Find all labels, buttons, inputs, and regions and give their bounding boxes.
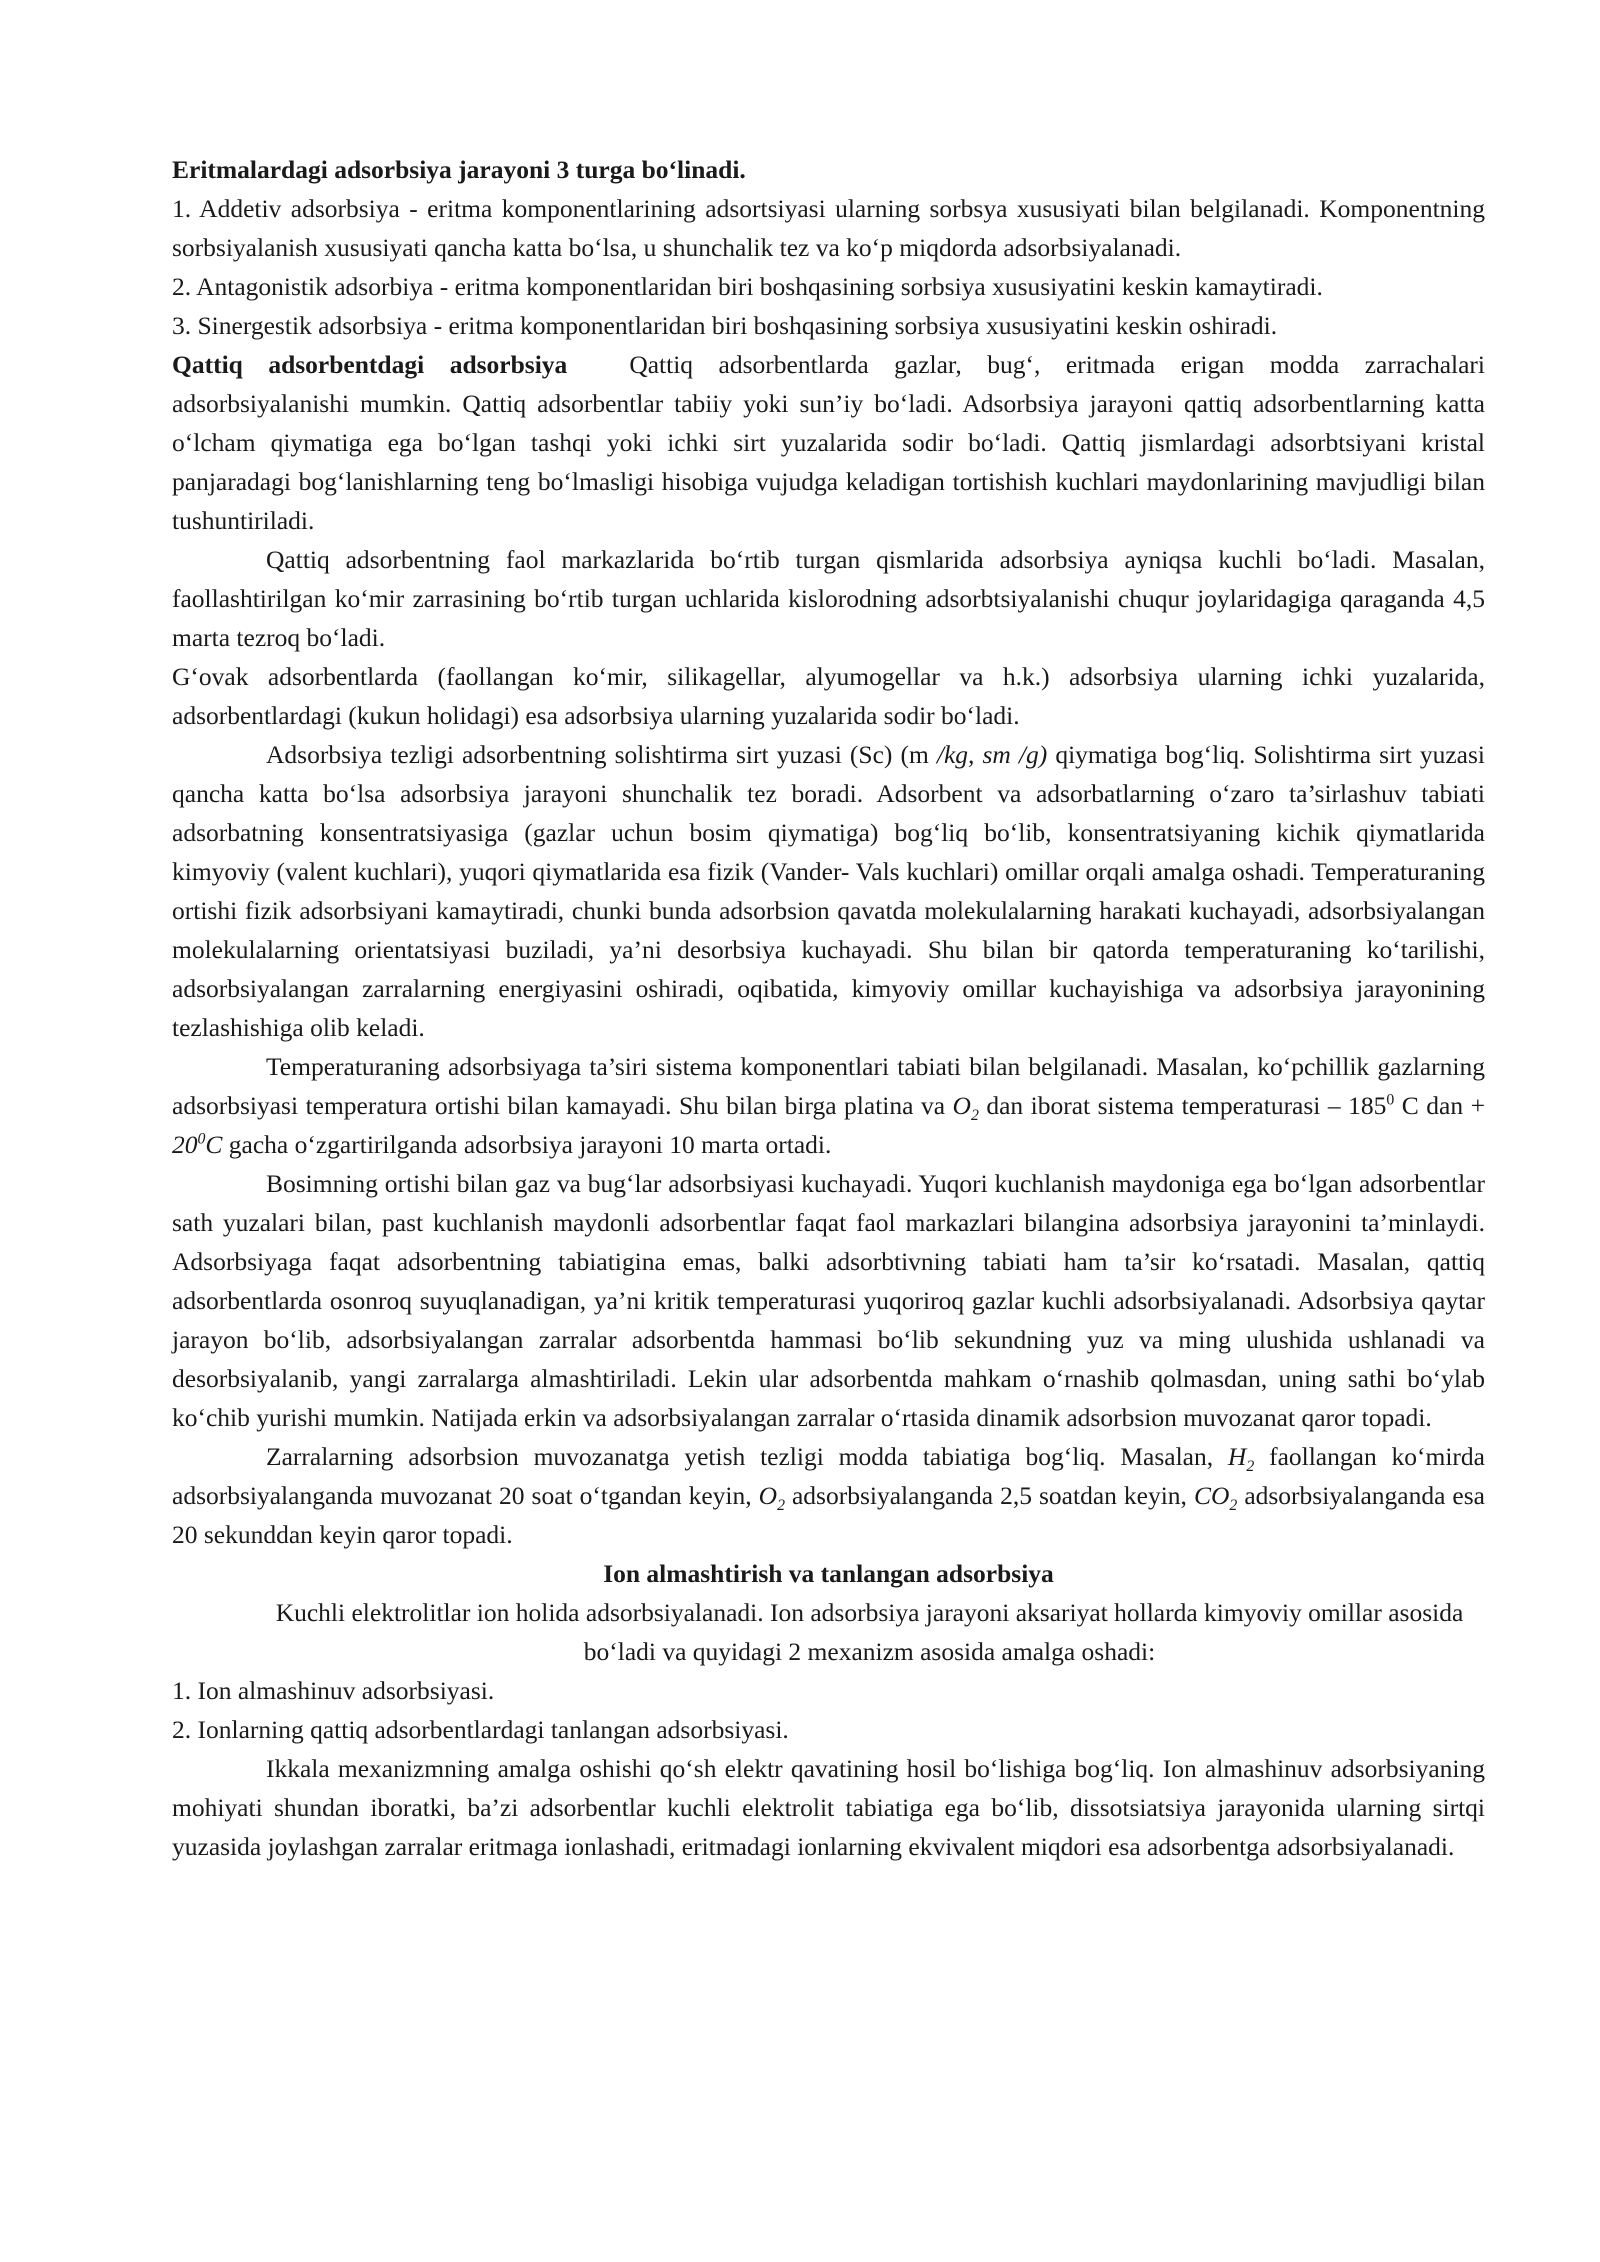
paragraph: Qattiq adsorbentdagi adsorbsiya Qattiq adsorbentlarda gazlar, bug‘, eritmada erigan modda zarrachalari adsorbsiyalanishi mumkin. Qattiq adsorbentlar tabiiy yoki sun’iy bo‘ladi. Adsorbsiya jarayoni qattiq adsorbentlarning katta o‘lcham qiymatiga ega bo‘lgan tashqi yoki ichki sirt yuzalarida sodir bo‘ladi. Qattiq jismlardagi adsorbtsiyani kristal panjaradagi bog‘lanishlarning teng bo‘lmasligi hisobiga vujudga keladigan tortishish kuchlari maydonlarining mavjudligi bilan tushuntiriladi. <box>172 350 1485 535</box>
list-item: 2. Antagonistik adsorbiya - eritma komponentlaridan biri boshqasining sorbsiya xususiyatini keskin kamaytiradi. <box>172 272 1323 301</box>
paragraph: Ikkala mexanizmning amalga oshishi qo‘sh elektr qavatining hosil bo‘lishiga bog‘liq. Ion almashinuv adsorbsiyaning mohiyati shundan iboratki, ba’zi adsorbentlar kuchli elektrolit tabiatiga ega bo‘lib, dissotsiatsiya jarayonida ularning sirtqi yuzasida joylashgan zarralar eritmaga ionlashadi, eritmadagi ionlarning ekvivalent miqdori esa adsorbentga adsorbsiyalanadi. <box>172 1754 1485 1861</box>
paragraph: G‘ovak adsorbentlarda (faollangan ko‘mir, silikagellar, alyumogellar va h.k.) adsorbsiya ularning ichki yuzalarida, adsorbentlardagi (kukun holidagi) esa adsorbsiya ularning yuzalarida sodir bo‘ladi. <box>172 662 1485 730</box>
document-page <box>172 150 1485 1866</box>
list-item: 2. Ionlarning qattiq adsorbentlardagi tanlangan adsorbsiyasi. <box>172 1715 789 1744</box>
paragraph: Temperaturaning adsorbsiyaga ta’siri sistema komponentlari tabiati bilan belgilanadi. Masalan, ko‘pchillik gazlarning adsorbsiyasi temperatura ortishi bilan kamayadi. Shu bilan birga platina va $O_2$ dan iborat sistema temperaturasi – $185^0$ C dan + $20^0C$ gacha o‘zgartirilganda adsorbsiya jarayoni 10 marta ortadi. <box>172 1052 1485 1159</box>
paragraph: Zarralarning adsorbsion muvozanatga yetish tezligi modda tabiatiga bog‘liq. Masalan, $H_2$ faollangan ko‘mirda adsorbsiyalanganda muvozanat 20 soat o‘tgandan keyin, $O_2$ adsorbsiyalanganda 2,5 soatdan keyin, $CO_2$ adsorbsiyalanganda esa 20 sekunddan keyin qaror topadi. <box>172 1442 1485 1549</box>
list-item: 1. Ion almashinuv adsorbsiyasi. <box>172 1676 495 1705</box>
list-item: 1. Addetiv adsorbsiya - eritma komponentlarining adsortsiyasi ularning sorbsya xususiyati bilan belgilanadi. Komponentning sorbsiyalanish xususiyati qancha katta bo‘lsa, u shunchalik tez va ko‘p miqdorda adsorbsiyalanadi. <box>172 194 1485 262</box>
paragraph: Adsorbsiya tezligi adsorbentning solishtirma sirt yuzasi (Sc) (m /kg, sm /g) qiymatiga bog‘liq. Solishtirma sirt yuzasi qancha katta bo‘lsa adsorbsiya jarayoni shunchalik tez boradi. Adsorbent va adsorbatlarning o‘zaro ta’sirlashuv tabiati adsorbatning konsentratsiyasiga (gazlar uchun bosim qiymatiga) bog‘liq bo‘lib, konsentratsiyaning kichik qiymatlarida kimyoviy (valent kuchlari), yuqori qiymatlarida esa fizik (Vander- Vals kuchlari) omillar orqali amalga oshadi. Temperaturaning ortishi fizik adsorbsiyani kamaytiradi, chunki bunda adsorbsion qavatda molekulalarning harakati kuchayadi, adsorbsiyalangan molekulalarning orientatsiyasi buziladi, ya’ni desorbsiya kuchayadi. Shu bilan bir qatorda temperaturaning ko‘tarilishi, adsorbsiyalangan zarralarning energiyasini oshiradi, oqibatida, kimyoviy omillar kuchayishiga va adsorbsiya jarayonining tezlashishiga olib keladi. <box>172 740 1485 1042</box>
paragraph: Bosimning ortishi bilan gaz va bug‘lar adsorbsiyasi kuchayadi. Yuqori kuchlanish maydoniga ega bo‘lgan adsorbentlar sath yuzalari bilan, past kuchlanish maydonli adsorbentlar faqat faol markazlari bilangina adsorbsiya jarayonini ta’minlaydi. Adsorbsiyaga faqat adsorbentning tabiatigina emas, balki adsorbtivning tabiati ham ta’sir ko‘rsatadi. Masalan, qattiq adsorbentlarda osonroq suyuqlanadigan, ya’ni kritik temperaturasi yuqoriroq gazlar kuchli adsorbsiyalanadi. Adsorbsiya qaytar jarayon bo‘lib, adsorbsiyalangan zarralar adsorbentda hammasi bo‘lib sekundning yuz va ming ulushida ushlanadi va desorbsiyalanib, yangi zarralarga almashtiriladi. Lekin ular adsorbentda mahkam o‘rnashib qolmasdan, uning sathi bo‘ylab ko‘chib yurishi mumkin. Natijada erkin va adsorbsiyalangan zarralar o‘rtasida dinamik adsorbsion muvozanat qaror topadi. <box>172 1169 1485 1432</box>
section-heading: Ion almashtirish va tanlangan adsorbsiya <box>603 1559 1054 1588</box>
inline-heading: Qattiq adsorbentdagi adsorbsiya <box>172 350 568 379</box>
section-heading: Eritmalardagi adsorbsiya jarayoni 3 turga bo‘linadi. <box>172 155 746 184</box>
paragraph: Kuchli elektrolitlar ion holida adsorbsiyalanadi. Ion adsorbsiya jarayoni aksariyat hollarda kimyoviy omillar asosida bo‘ladi va quyidagi 2 mexanizm asosida amalga oshadi: <box>275 1598 1464 1666</box>
paragraph: Qattiq adsorbentning faol markazlarida bo‘rtib turgan qismlarida adsorbsiya ayniqsa kuchli bo‘ladi. Masalan, faollashtirilgan ko‘mir zarrasining bo‘rtib turgan uchlarida kislorodning adsorbtsiyalanishi chuqur joylaridagiga qaraganda 4,5 marta tezroq bo‘ladi. <box>172 545 1485 652</box>
list-item: 3. Sinergestik adsorbsiya - eritma komponentlaridan biri boshqasining sorbsiya xususiyatini keskin oshiradi. <box>172 311 1278 340</box>
